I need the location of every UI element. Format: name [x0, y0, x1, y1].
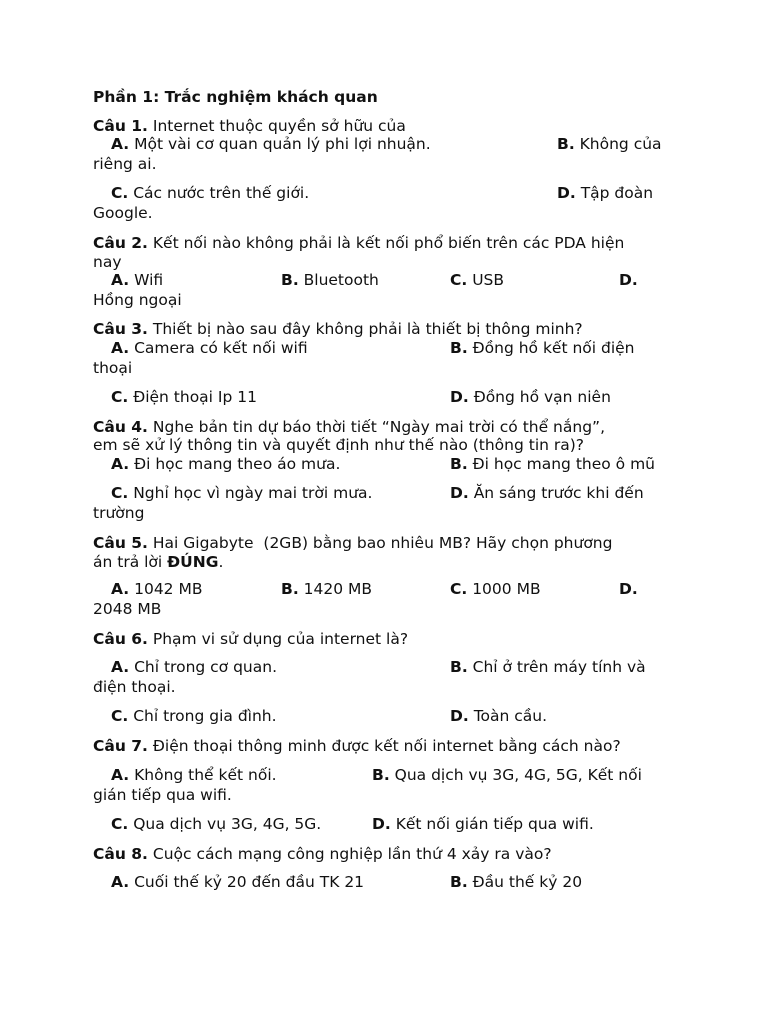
option-c: C. 1000 MB — [450, 580, 541, 598]
question-6 — [93, 629, 408, 649]
option-b: B. Qua dịch vụ 3G, 4G, 5G, Kết nối — [372, 766, 642, 784]
option-b: B. 1420 MB — [281, 580, 373, 598]
option-d-continued: Google. — [93, 204, 153, 222]
option-d: D. Kết nối gián tiếp qua wifi. — [372, 815, 594, 833]
question-label: Câu 3. — [93, 320, 148, 338]
option-d: D. — [619, 580, 638, 598]
question-label: Câu 1. — [93, 117, 148, 135]
question-label: Câu 4. — [93, 418, 148, 436]
option-b-continued: thoại — [93, 359, 133, 377]
option-b-continued: riêng ai. — [93, 155, 157, 173]
option-a: A. Một vài cơ quan quản lý phi lợi nhuận. — [111, 135, 431, 153]
question-4 — [93, 417, 605, 437]
section-heading: Phần 1: Trắc nghiệm khách quan — [93, 88, 378, 106]
option-b-continued: điện thoại. — [93, 678, 176, 696]
option-b: B. Đồng hồ kết nối điện — [450, 339, 635, 357]
question-text: Phạm vi sử dụng của internet là? — [147, 630, 409, 648]
question-text: Cuộc cách mạng công nghiệp lần thứ 4 xảy ra vào? — [147, 845, 552, 863]
option-d-continued: 2048 MB — [93, 600, 162, 618]
question-text-continued: án trả lời ĐÚNG. — [93, 553, 224, 571]
question-text: Hai Gigabyte (2GB) bằng bao nhiêu MB? Hãy chọn phương — [147, 534, 613, 552]
option-c: C. Các nước trên thế giới. — [111, 184, 310, 202]
option-d: D. Đồng hồ vạn niên — [450, 388, 611, 406]
option-b: B. Chỉ ở trên máy tính và — [450, 658, 646, 676]
question-text-continued: em sẽ xử lý thông tin và quyết định như thế nào (thông tin ra)? — [93, 436, 585, 454]
option-a: A. Không thể kết nối. — [111, 766, 277, 784]
option-d-continued: trường — [93, 504, 145, 522]
option-a: A. 1042 MB — [111, 580, 203, 598]
question-text: Nghe bản tin dự báo thời tiết “Ngày mai trời có thể nắng”, — [147, 418, 605, 436]
question-2 — [93, 233, 624, 253]
option-d: D. — [619, 271, 638, 289]
option-a: A. Camera có kết nối wifi — [111, 339, 308, 357]
option-d: D. Tập đoàn — [557, 184, 654, 202]
option-b: B. Đầu thế kỷ 20 — [450, 873, 583, 891]
option-c: C. Điện thoại Ip 11 — [111, 388, 257, 406]
option-b-continued: gián tiếp qua wifi. — [93, 786, 232, 804]
question-text: Internet thuộc quyền sở hữu của — [147, 117, 406, 135]
question-text: Điện thoại thông minh được kết nối internet bằng cách nào? — [147, 737, 621, 755]
option-d-continued: Hồng ngoại — [93, 291, 182, 309]
option-b: B. Đi học mang theo ô mũ — [450, 455, 655, 473]
option-c: C. Qua dịch vụ 3G, 4G, 5G. — [111, 815, 322, 833]
question-7 — [93, 736, 621, 756]
question-3 — [93, 319, 583, 339]
option-b: B. Bluetooth — [281, 271, 379, 289]
option-a: A. Cuối thế kỷ 20 đến đầu TK 21 — [111, 873, 365, 891]
question-label: Câu 2. — [93, 234, 148, 252]
question-label: Câu 6. — [93, 630, 148, 648]
question-text-continued: nay — [93, 253, 122, 271]
question-1 — [93, 116, 406, 136]
option-a: A. Chỉ trong cơ quan. — [111, 658, 278, 676]
option-b: B. Không của — [557, 135, 662, 153]
question-label: Câu 7. — [93, 737, 148, 755]
question-label: Câu 8. — [93, 845, 148, 863]
option-d: D. Ăn sáng trước khi đến — [450, 484, 644, 502]
question-5 — [93, 533, 612, 553]
option-a: A. Wifi — [111, 271, 164, 289]
option-c: C. USB — [450, 271, 505, 289]
question-text: Thiết bị nào sau đây không phải là thiết bị thông minh? — [147, 320, 583, 338]
option-d: D. Toàn cầu. — [450, 707, 548, 725]
question-8 — [93, 844, 552, 864]
option-a: A. Đi học mang theo áo mưa. — [111, 455, 341, 473]
question-text: Kết nối nào không phải là kết nối phổ biến trên các PDA hiện — [147, 234, 625, 252]
question-label: Câu 5. — [93, 534, 148, 552]
option-c: C. Chỉ trong gia đình. — [111, 707, 277, 725]
option-c: C. Nghỉ học vì ngày mai trời mưa. — [111, 484, 373, 502]
